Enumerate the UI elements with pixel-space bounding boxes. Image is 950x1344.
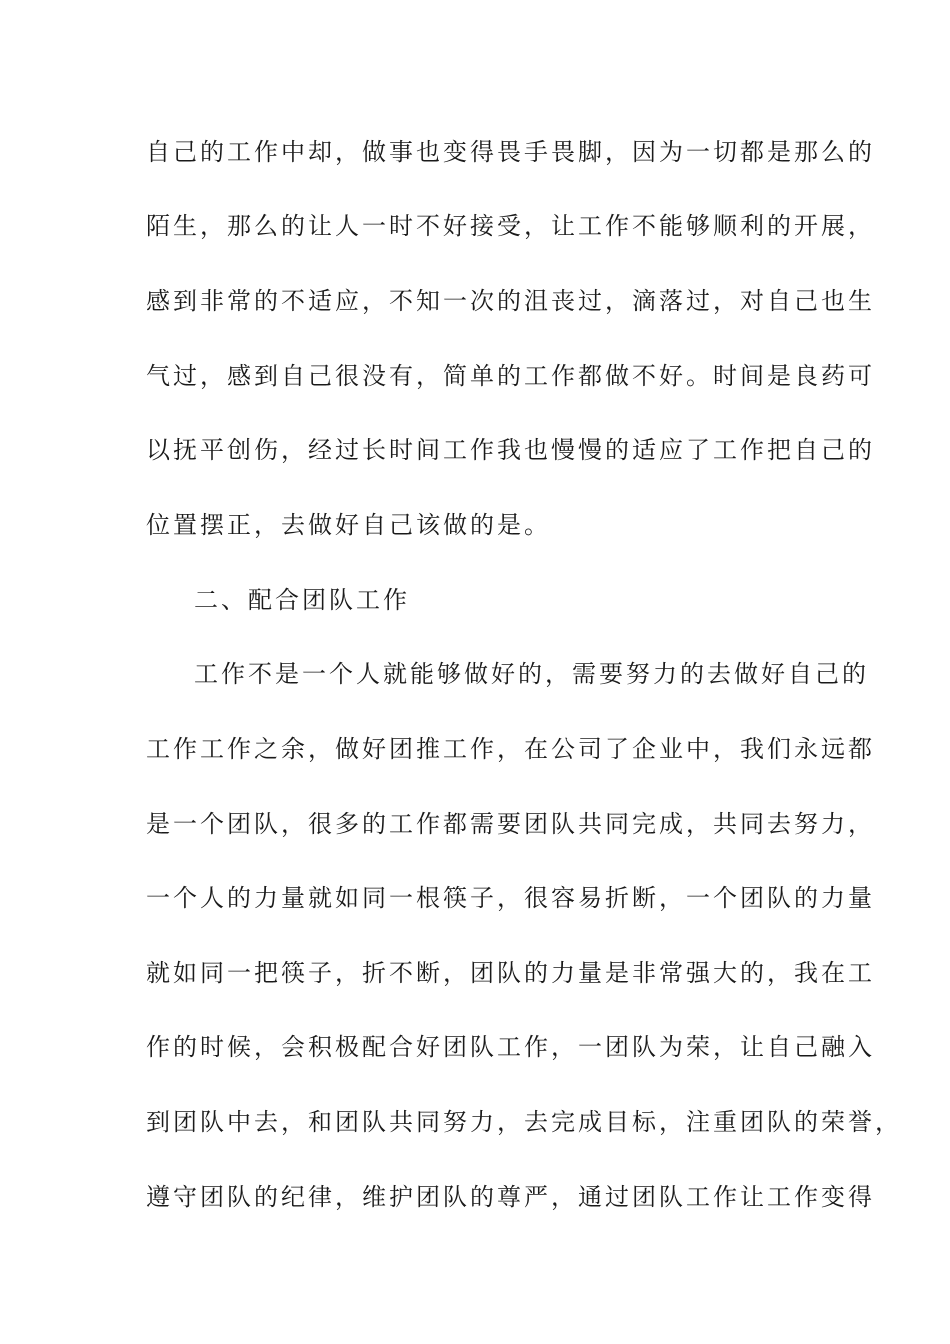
paragraph-line: 以抚平创伤，经过长时间工作我也慢慢的适应了工作把自己的 [146,436,875,464]
paragraph-line: 自己的工作中却，做事也变得畏手畏脚，因为一切都是那么的 [146,138,875,166]
paragraph-line: 位置摆正，去做好自己该做的是。 [146,511,551,539]
paragraph-line: 作的时候，会积极配合好团队工作，一团队为荣，让自己融入 [146,1033,875,1061]
paragraph-line: 工作不是一个人就能够做好的，需要努力的去做好自己的 [194,660,869,688]
paragraph-line: 到团队中去，和团队共同努力，去完成目标，注重团队的荣誉， [146,1108,902,1136]
section-heading: 二、配合团队工作 [194,586,410,614]
paragraph-line: 感到非常的不适应，不知一次的沮丧过，滴落过，对自己也生 [146,287,875,315]
paragraph-line: 是一个团队，很多的工作都需要团队共同完成，共同去努力， [146,810,875,838]
paragraph-line: 气过，感到自己很没有，简单的工作都做不好。时间是良药可 [146,362,875,390]
paragraph-line: 工作工作之余，做好团推工作，在公司了企业中，我们永远都 [146,735,875,763]
paragraph-line: 陌生，那么的让人一时不好接受，让工作不能够顺利的开展， [146,212,875,240]
paragraph-line: 就如同一把筷子，折不断，团队的力量是非常强大的，我在工 [146,959,875,987]
paragraph-line: 遵守团队的纪律，维护团队的尊严，通过团队工作让工作变得 [146,1183,875,1211]
paragraph-line: 一个人的力量就如同一根筷子，很容易折断，一个团队的力量 [146,884,875,912]
